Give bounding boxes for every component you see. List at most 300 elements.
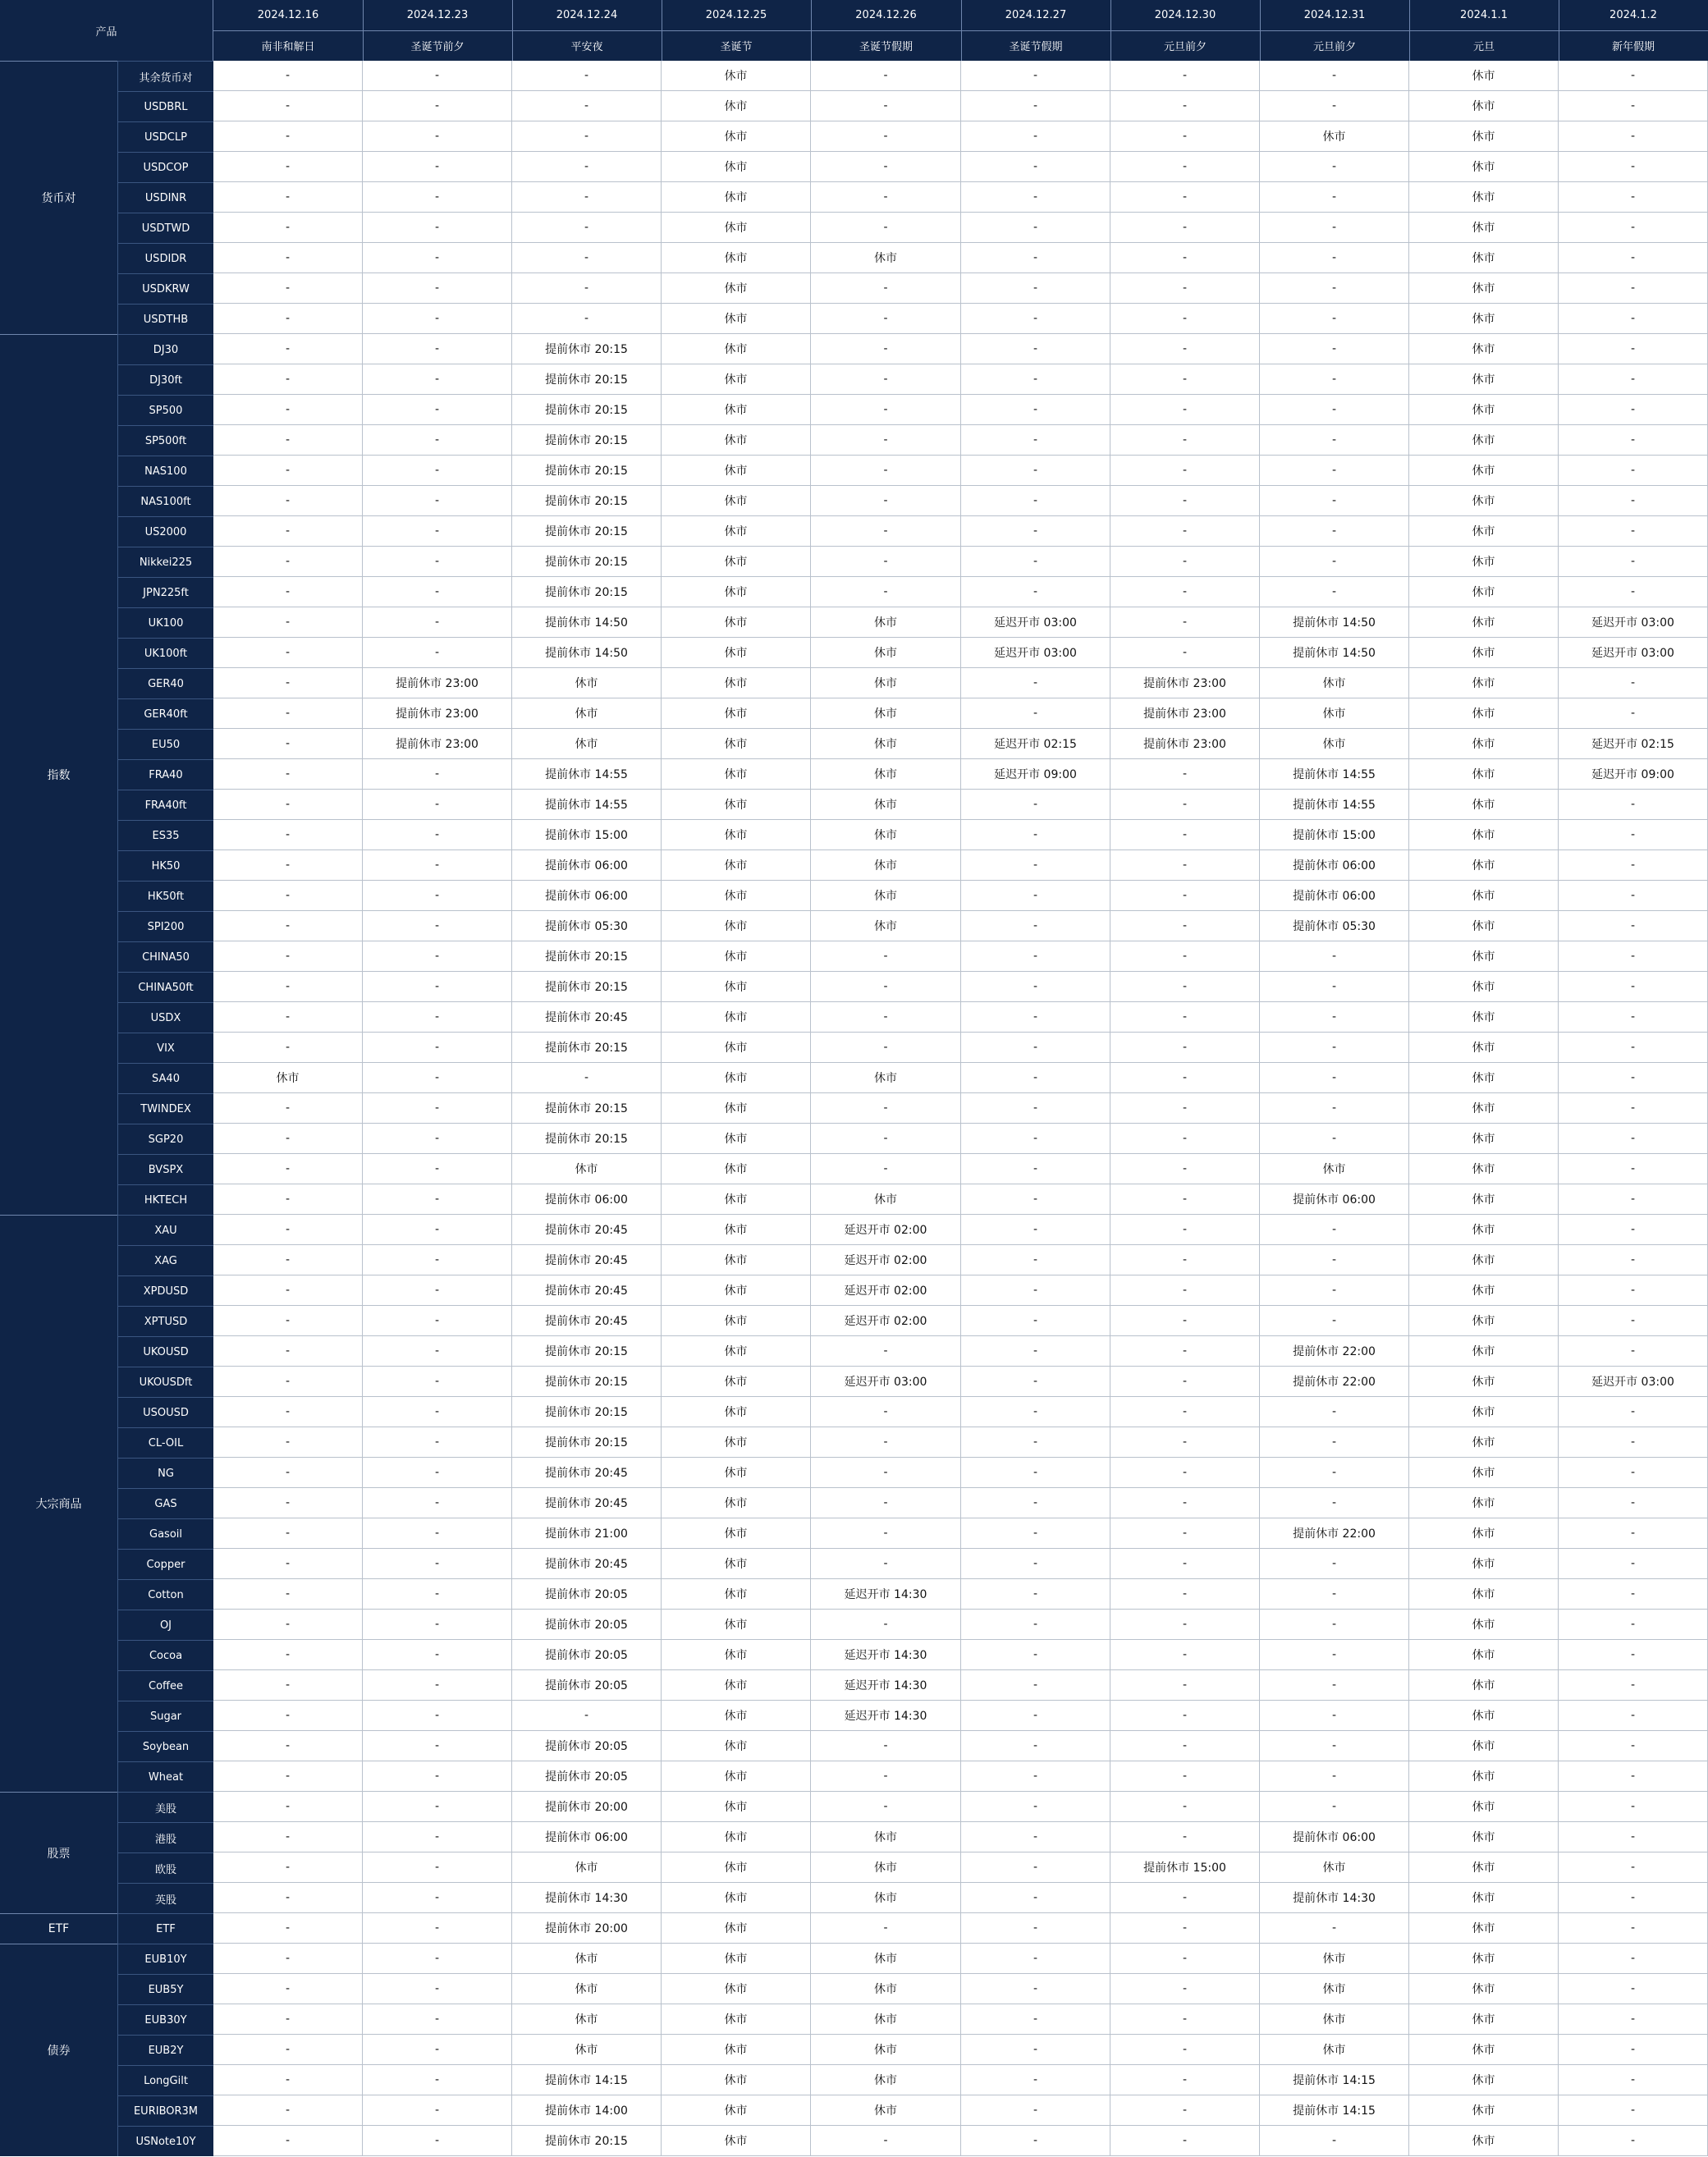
schedule-cell: - (1559, 1549, 1708, 1579)
product-name: Wheat (117, 1761, 213, 1792)
schedule-cell: 休市 (1409, 1002, 1559, 1033)
schedule-cell: 休市 (1409, 1610, 1559, 1640)
schedule-cell: - (1110, 881, 1260, 911)
schedule-cell: 休市 (1409, 516, 1559, 547)
schedule-cell: 提前休市 05:30 (512, 911, 662, 941)
schedule-cell: 休市 (512, 1974, 662, 2004)
schedule-cell: - (363, 1184, 512, 1215)
schedule-cell: - (363, 1215, 512, 1245)
schedule-cell: - (363, 1640, 512, 1670)
schedule-cell: - (961, 213, 1110, 243)
schedule-cell: 延迟开市 03:00 (1559, 638, 1708, 668)
schedule-cell: 提前休市 20:45 (512, 1002, 662, 1033)
schedule-cell: - (1559, 1701, 1708, 1731)
schedule-cell: 提前休市 20:15 (512, 1033, 662, 1063)
schedule-cell: - (1110, 2065, 1260, 2095)
schedule-cell: - (213, 1245, 363, 1275)
schedule-cell: - (363, 1761, 512, 1792)
schedule-cell: 休市 (1409, 1458, 1559, 1488)
schedule-cell: - (1110, 607, 1260, 638)
schedule-cell: 提前休市 20:15 (512, 1336, 662, 1367)
schedule-cell: - (213, 668, 363, 698)
schedule-cell: 休市 (662, 1579, 811, 1610)
schedule-cell: - (363, 2095, 512, 2126)
schedule-cell: - (1559, 425, 1708, 456)
schedule-cell: - (1260, 1913, 1409, 1944)
schedule-cell: 提前休市 14:55 (1260, 790, 1409, 820)
schedule-cell: - (811, 1761, 961, 1792)
schedule-cell: - (961, 1792, 1110, 1822)
schedule-cell: 休市 (1409, 1124, 1559, 1154)
schedule-cell: 提前休市 20:45 (512, 1549, 662, 1579)
product-name: SA40 (117, 1063, 213, 1093)
schedule-cell: 休市 (512, 698, 662, 729)
schedule-cell: 休市 (662, 425, 811, 456)
header-holiday: 圣诞节前夕 (363, 30, 512, 61)
schedule-cell: - (1260, 1458, 1409, 1488)
schedule-cell: - (811, 213, 961, 243)
schedule-cell: 休市 (1409, 1245, 1559, 1275)
schedule-cell: - (1559, 2126, 1708, 2156)
schedule-cell: - (1110, 1883, 1260, 1913)
schedule-cell: 提前休市 20:15 (512, 1124, 662, 1154)
schedule-cell: - (213, 1913, 363, 1944)
schedule-cell: 提前休市 06:00 (512, 1822, 662, 1852)
schedule-cell: - (363, 1397, 512, 1427)
product-name: UK100 (117, 607, 213, 638)
schedule-cell: - (363, 91, 512, 121)
schedule-cell: - (1559, 91, 1708, 121)
schedule-cell: 休市 (512, 668, 662, 698)
product-name: NG (117, 1458, 213, 1488)
schedule-cell: - (363, 1275, 512, 1306)
schedule-cell: 延迟开市 14:30 (811, 1640, 961, 1670)
schedule-cell: - (1260, 213, 1409, 243)
schedule-cell: - (213, 1640, 363, 1670)
product-name: UKOUSDft (117, 1367, 213, 1397)
schedule-cell: - (1110, 759, 1260, 790)
schedule-cell: 提前休市 21:00 (512, 1518, 662, 1549)
schedule-cell: - (1260, 1488, 1409, 1518)
schedule-cell: - (1559, 1852, 1708, 1883)
schedule-cell: 提前休市 14:50 (1260, 638, 1409, 668)
schedule-cell: - (1260, 516, 1409, 547)
schedule-cell: - (213, 304, 363, 334)
schedule-cell: 休市 (1409, 213, 1559, 243)
header-holiday: 元旦前夕 (1260, 30, 1409, 61)
schedule-cell: - (213, 1610, 363, 1640)
schedule-cell: 提前休市 22:00 (1260, 1367, 1409, 1397)
schedule-cell: - (1110, 911, 1260, 941)
schedule-cell: - (1110, 2004, 1260, 2035)
schedule-cell: - (961, 2095, 1110, 2126)
schedule-cell: - (213, 1397, 363, 1427)
schedule-cell: 休市 (811, 911, 961, 941)
schedule-cell: - (811, 121, 961, 152)
schedule-cell: - (1559, 213, 1708, 243)
schedule-cell: 提前休市 20:45 (512, 1245, 662, 1275)
schedule-cell: 休市 (1409, 486, 1559, 516)
schedule-cell: 提前休市 14:55 (512, 759, 662, 790)
schedule-cell: - (811, 1002, 961, 1033)
product-name: 英股 (117, 1883, 213, 1913)
schedule-cell: - (1559, 547, 1708, 577)
schedule-cell: - (811, 273, 961, 304)
schedule-cell: - (512, 91, 662, 121)
schedule-cell: 提前休市 14:55 (1260, 759, 1409, 790)
schedule-cell: - (1559, 243, 1708, 273)
schedule-cell: 提前休市 14:00 (512, 2095, 662, 2126)
header-date: 2024.12.24 (512, 0, 662, 30)
schedule-cell: - (363, 1093, 512, 1124)
schedule-cell: 提前休市 14:30 (1260, 1883, 1409, 1913)
schedule-cell: - (1110, 395, 1260, 425)
product-name: CL-OIL (117, 1427, 213, 1458)
schedule-cell: - (961, 1124, 1110, 1154)
schedule-cell: - (363, 1852, 512, 1883)
schedule-cell: - (811, 182, 961, 213)
product-name: US2000 (117, 516, 213, 547)
schedule-cell: 休市 (1409, 304, 1559, 334)
schedule-cell: - (811, 516, 961, 547)
schedule-cell: - (1260, 456, 1409, 486)
schedule-cell: - (961, 182, 1110, 213)
schedule-cell: 休市 (662, 790, 811, 820)
schedule-cell: - (811, 2126, 961, 2156)
schedule-cell: - (213, 1974, 363, 2004)
schedule-cell: 休市 (1409, 729, 1559, 759)
schedule-cell: 休市 (1409, 2095, 1559, 2126)
schedule-cell: - (363, 61, 512, 91)
schedule-cell: - (363, 1792, 512, 1822)
schedule-cell: 休市 (1409, 1033, 1559, 1063)
schedule-cell: - (213, 790, 363, 820)
schedule-cell: 休市 (811, 729, 961, 759)
schedule-cell: 休市 (1409, 547, 1559, 577)
schedule-cell: - (961, 1822, 1110, 1852)
schedule-cell: - (363, 911, 512, 941)
product-name: Gasoil (117, 1518, 213, 1549)
schedule-cell: 休市 (1409, 1852, 1559, 1883)
schedule-cell: 休市 (1409, 91, 1559, 121)
schedule-cell: - (363, 213, 512, 243)
schedule-cell: - (1110, 941, 1260, 972)
schedule-cell: 休市 (1409, 911, 1559, 941)
schedule-cell: - (213, 607, 363, 638)
schedule-cell: - (1260, 1124, 1409, 1154)
schedule-cell: - (1110, 1640, 1260, 1670)
schedule-cell: - (213, 273, 363, 304)
schedule-cell: - (961, 1397, 1110, 1427)
schedule-cell: - (961, 668, 1110, 698)
schedule-cell: - (512, 273, 662, 304)
schedule-cell: 提前休市 20:15 (512, 547, 662, 577)
schedule-cell: 休市 (662, 1002, 811, 1033)
schedule-cell: - (1260, 1427, 1409, 1458)
product-name: CHINA50 (117, 941, 213, 972)
schedule-cell: - (961, 1974, 1110, 2004)
schedule-cell: - (1559, 1427, 1708, 1458)
schedule-cell: 提前休市 20:15 (512, 516, 662, 547)
schedule-cell: 休市 (811, 668, 961, 698)
schedule-cell: 延迟开市 14:30 (811, 1579, 961, 1610)
schedule-cell: - (961, 304, 1110, 334)
schedule-cell: - (213, 1488, 363, 1518)
schedule-cell: - (213, 2004, 363, 2035)
schedule-cell: 休市 (662, 2126, 811, 2156)
schedule-cell: - (961, 1488, 1110, 1518)
schedule-cell: 延迟开市 03:00 (961, 607, 1110, 638)
schedule-cell: - (1559, 1822, 1708, 1852)
schedule-cell: 休市 (811, 1063, 961, 1093)
schedule-cell: - (1110, 1397, 1260, 1427)
schedule-cell: 休市 (1260, 1944, 1409, 1974)
schedule-cell: - (363, 577, 512, 607)
schedule-cell: - (1559, 516, 1708, 547)
schedule-cell: 休市 (1409, 759, 1559, 790)
header-holiday: 元旦前夕 (1110, 30, 1260, 61)
schedule-cell: 休市 (662, 729, 811, 759)
schedule-cell: - (213, 425, 363, 456)
schedule-cell: 休市 (662, 1124, 811, 1154)
product-name: USDINR (117, 182, 213, 213)
schedule-cell: - (1559, 1154, 1708, 1184)
schedule-cell: - (961, 790, 1110, 820)
schedule-cell: 休市 (662, 1397, 811, 1427)
product-name: GAS (117, 1488, 213, 1518)
schedule-cell: - (512, 1701, 662, 1731)
schedule-cell: - (1110, 425, 1260, 456)
schedule-cell: 休市 (662, 61, 811, 91)
header-date: 2024.12.25 (662, 0, 811, 30)
schedule-cell: 休市 (1409, 1731, 1559, 1761)
schedule-cell: 休市 (662, 91, 811, 121)
schedule-cell: 提前休市 20:00 (512, 1792, 662, 1822)
product-name: BVSPX (117, 1154, 213, 1184)
schedule-cell: 提前休市 23:00 (1110, 729, 1260, 759)
schedule-cell: - (811, 1610, 961, 1640)
schedule-cell: - (213, 1093, 363, 1124)
schedule-cell: - (363, 425, 512, 456)
schedule-cell: 休市 (1409, 668, 1559, 698)
category-label: ETF (0, 1913, 117, 1944)
product-name: 其余货币对 (117, 61, 213, 91)
header-holiday: 南非和解日 (213, 30, 363, 61)
schedule-cell: - (1559, 1610, 1708, 1640)
schedule-cell: - (1260, 152, 1409, 182)
schedule-cell: 提前休市 20:15 (512, 425, 662, 456)
schedule-cell: 提前休市 20:45 (512, 1275, 662, 1306)
product-name: DJ30 (117, 334, 213, 364)
schedule-cell: - (1110, 1124, 1260, 1154)
schedule-cell: 休市 (662, 1458, 811, 1488)
schedule-cell: - (961, 1670, 1110, 1701)
schedule-cell: - (363, 486, 512, 516)
schedule-cell: 休市 (512, 1852, 662, 1883)
schedule-cell: 休市 (1409, 182, 1559, 213)
schedule-cell: - (961, 1701, 1110, 1731)
schedule-cell: 休市 (662, 1518, 811, 1549)
schedule-cell: - (1110, 577, 1260, 607)
schedule-cell: - (1110, 2126, 1260, 2156)
schedule-cell: 休市 (1409, 698, 1559, 729)
schedule-cell: - (1260, 364, 1409, 395)
schedule-cell: 休市 (1409, 1640, 1559, 1670)
schedule-cell: 休市 (662, 1761, 811, 1792)
schedule-cell: - (1559, 668, 1708, 698)
schedule-cell: 休市 (662, 1033, 811, 1063)
schedule-cell: - (213, 911, 363, 941)
product-name: GER40ft (117, 698, 213, 729)
schedule-cell: - (363, 1124, 512, 1154)
schedule-cell: 提前休市 06:00 (512, 850, 662, 881)
schedule-cell: - (1260, 1579, 1409, 1610)
schedule-cell: - (961, 1731, 1110, 1761)
schedule-cell: - (1559, 2035, 1708, 2065)
schedule-cell: - (363, 881, 512, 911)
schedule-cell: 提前休市 05:30 (1260, 911, 1409, 941)
schedule-cell: 休市 (811, 820, 961, 850)
schedule-cell: - (512, 213, 662, 243)
schedule-cell: 休市 (662, 1610, 811, 1640)
schedule-cell: - (1110, 121, 1260, 152)
schedule-cell: 休市 (811, 2004, 961, 2035)
schedule-cell: - (363, 607, 512, 638)
product-name: JPN225ft (117, 577, 213, 607)
schedule-cell: - (961, 1002, 1110, 1033)
product-name: ETF (117, 1913, 213, 1944)
product-name: USOUSD (117, 1397, 213, 1427)
schedule-cell: - (961, 698, 1110, 729)
schedule-cell: - (811, 152, 961, 182)
schedule-cell: - (1559, 941, 1708, 972)
schedule-cell: 提前休市 20:05 (512, 1731, 662, 1761)
schedule-cell: - (1559, 1792, 1708, 1822)
schedule-cell: - (811, 1427, 961, 1458)
schedule-cell: 休市 (811, 1184, 961, 1215)
schedule-cell: - (1559, 1245, 1708, 1275)
schedule-cell: - (1110, 1154, 1260, 1184)
schedule-cell: - (961, 1427, 1110, 1458)
product-name: UK100ft (117, 638, 213, 668)
schedule-cell: - (961, 1033, 1110, 1063)
schedule-cell: - (1110, 213, 1260, 243)
schedule-cell: - (1559, 61, 1708, 91)
schedule-cell: - (811, 364, 961, 395)
schedule-cell: 休市 (1409, 1397, 1559, 1427)
schedule-cell: - (213, 1822, 363, 1852)
schedule-cell: - (811, 1518, 961, 1549)
schedule-cell: - (1559, 2065, 1708, 2095)
schedule-cell: 提前休市 14:15 (1260, 2065, 1409, 2095)
schedule-cell: - (213, 516, 363, 547)
schedule-cell: 休市 (662, 486, 811, 516)
schedule-cell: 休市 (662, 213, 811, 243)
product-name: Cotton (117, 1579, 213, 1610)
schedule-cell: - (213, 2035, 363, 2065)
schedule-cell: - (1260, 395, 1409, 425)
schedule-cell: 提前休市 23:00 (363, 668, 512, 698)
schedule-cell: - (811, 1397, 961, 1427)
header-date: 2024.12.30 (1110, 0, 1260, 30)
schedule-cell: 提前休市 23:00 (1110, 668, 1260, 698)
schedule-cell: - (811, 456, 961, 486)
schedule-cell: - (1559, 2004, 1708, 2035)
schedule-cell: - (213, 972, 363, 1002)
schedule-cell: - (1260, 334, 1409, 364)
schedule-cell: - (363, 850, 512, 881)
header-holiday: 新年假期 (1559, 30, 1708, 61)
schedule-cell: - (1110, 1275, 1260, 1306)
schedule-cell: - (961, 881, 1110, 911)
product-name: EUB2Y (117, 2035, 213, 2065)
schedule-cell: 休市 (811, 850, 961, 881)
schedule-cell: - (961, 152, 1110, 182)
schedule-cell: - (811, 1336, 961, 1367)
schedule-cell: 提前休市 20:05 (512, 1610, 662, 1640)
schedule-cell: 休市 (1409, 820, 1559, 850)
schedule-cell: - (1110, 152, 1260, 182)
schedule-cell: - (1110, 1913, 1260, 1944)
schedule-cell: - (1559, 364, 1708, 395)
schedule-cell: - (363, 972, 512, 1002)
schedule-cell: - (213, 2065, 363, 2095)
schedule-cell: - (363, 1033, 512, 1063)
schedule-cell: - (1110, 1306, 1260, 1336)
schedule-cell: - (1559, 152, 1708, 182)
product-name: USDTHB (117, 304, 213, 334)
schedule-cell: - (213, 547, 363, 577)
schedule-cell: - (961, 121, 1110, 152)
product-name: Soybean (117, 1731, 213, 1761)
schedule-cell: 休市 (662, 547, 811, 577)
schedule-cell: 提前休市 20:15 (512, 395, 662, 425)
schedule-cell: - (961, 1640, 1110, 1670)
schedule-cell: - (1110, 790, 1260, 820)
schedule-cell: - (1559, 698, 1708, 729)
schedule-cell: - (961, 1518, 1110, 1549)
schedule-cell: - (213, 1215, 363, 1245)
product-name: UKOUSD (117, 1336, 213, 1367)
schedule-cell: - (1260, 182, 1409, 213)
schedule-cell: 提前休市 20:15 (512, 334, 662, 364)
schedule-cell: 提前休市 14:50 (512, 607, 662, 638)
product-name: XPTUSD (117, 1306, 213, 1336)
schedule-cell: 休市 (662, 759, 811, 790)
schedule-cell: - (961, 456, 1110, 486)
schedule-cell: 提前休市 20:05 (512, 1761, 662, 1792)
schedule-cell: 提前休市 14:30 (512, 1883, 662, 1913)
schedule-cell: - (1559, 1883, 1708, 1913)
schedule-cell: - (961, 2004, 1110, 2035)
schedule-cell: 提前休市 14:50 (1260, 607, 1409, 638)
schedule-cell: - (213, 638, 363, 668)
schedule-cell: - (1110, 334, 1260, 364)
schedule-cell: 休市 (1409, 2035, 1559, 2065)
schedule-cell: 提前休市 20:15 (512, 1397, 662, 1427)
schedule-cell: - (1110, 1427, 1260, 1458)
schedule-cell: - (213, 577, 363, 607)
schedule-cell: 休市 (1409, 334, 1559, 364)
schedule-cell: - (363, 1367, 512, 1397)
schedule-cell: 休市 (1260, 121, 1409, 152)
schedule-cell: - (1110, 1033, 1260, 1063)
schedule-cell: - (1559, 456, 1708, 486)
schedule-cell: - (1559, 1215, 1708, 1245)
schedule-cell: 休市 (662, 1852, 811, 1883)
schedule-cell: - (1260, 1215, 1409, 1245)
schedule-cell: - (1559, 1944, 1708, 1974)
